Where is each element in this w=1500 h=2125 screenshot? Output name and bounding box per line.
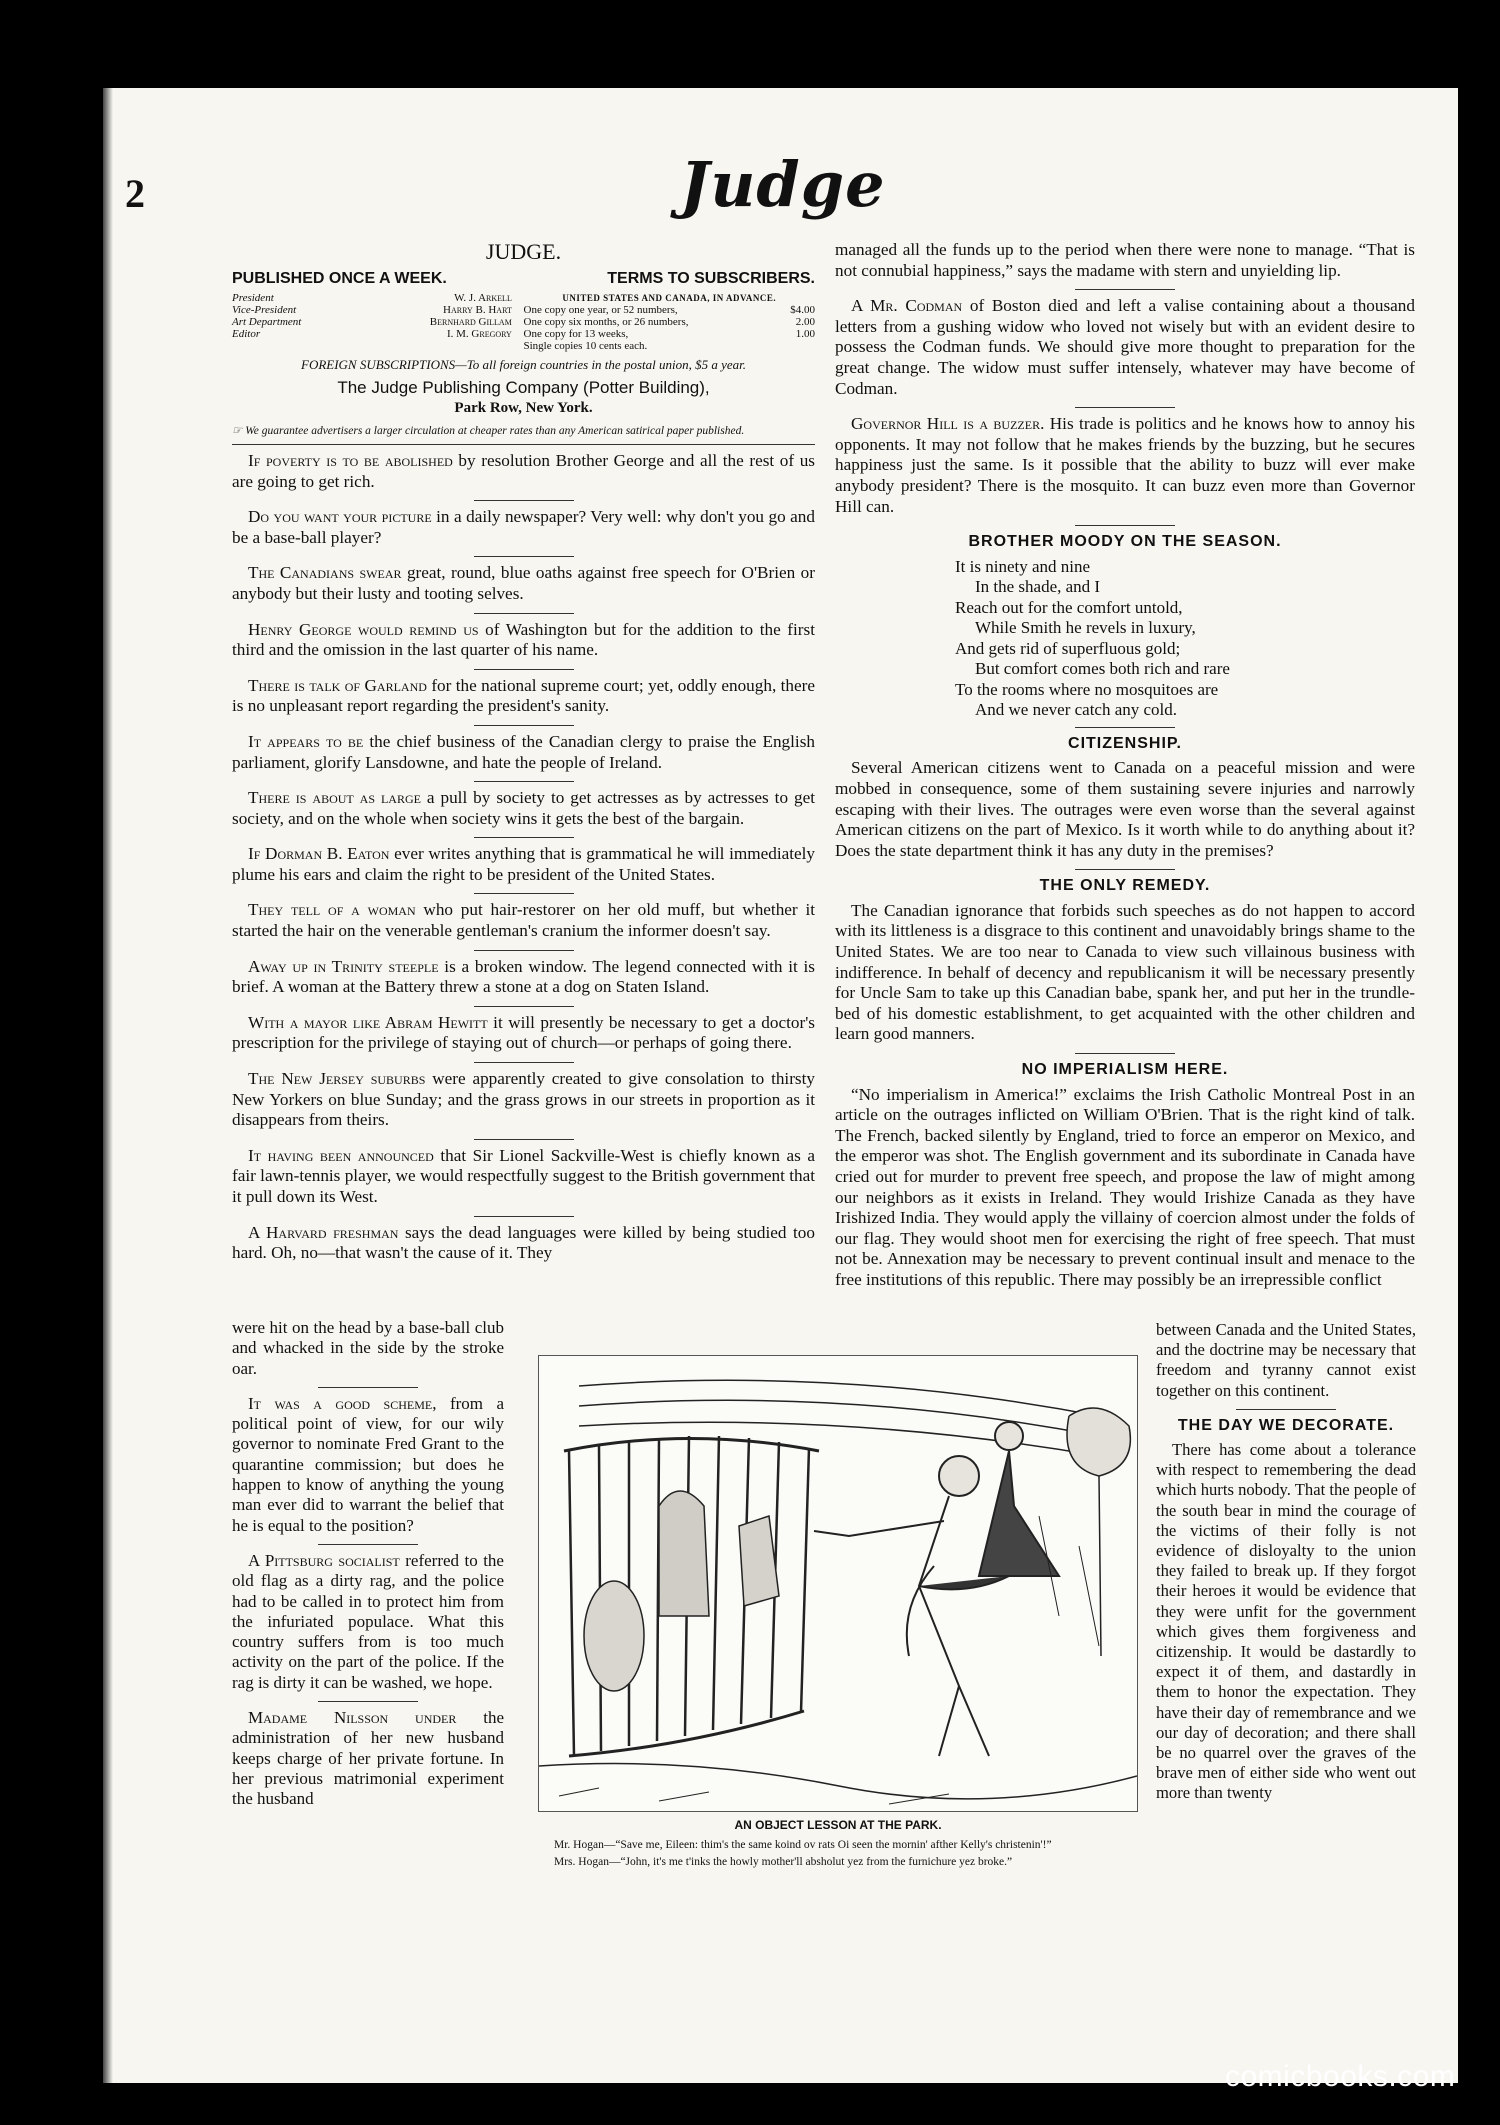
narrow-paragraph — [232, 1551, 504, 1693]
lead-words: A Pittsburg socialist — [248, 1550, 400, 1570]
left-paragraph — [232, 507, 815, 548]
lead-words: Away up in Trinity steeple — [248, 956, 439, 976]
paragraph-text: His trade is politics and he knows how to annoy his opponents. It may not follow that he makes friends by the buzzing, but he secures happiness just the same. Is it possible that the ability to buzz will ever make anybody president? There is the mosquito. It can buzz even more than Governor Hill can. — [835, 414, 1415, 516]
left-paragraph — [232, 563, 815, 604]
left-paragraph — [232, 1223, 815, 1264]
heading-no-imperialism: NO IMPERIALISM HERE. — [1021, 1061, 1229, 1079]
poem-line: And we never catch any cold. — [975, 700, 1178, 720]
paragraph-text: is a broken window. The legend connected with it is brief. A woman at the Battery threw a stone at a dog on Staten Island. — [232, 956, 815, 997]
rate-price: $4.00 — [790, 304, 815, 317]
divider — [318, 1544, 418, 1545]
lead-words: If poverty is to be abolished — [248, 450, 453, 470]
lead-words: Henry George would remind us — [248, 619, 479, 639]
lead-words: Madame Nilsson under — [248, 1708, 457, 1728]
divider — [474, 725, 574, 726]
divider — [474, 781, 574, 782]
rate-label: One copy six months, or 26 numbers, — [523, 316, 689, 329]
rate-row — [524, 340, 816, 352]
officer-role: President — [232, 292, 274, 305]
paragraph-text: by resolution Brother George and all the rest of us are going to get rich. — [232, 450, 815, 491]
paragraph-text: says the dead languages were killed by being studied too hard. Oh, no—that wasn't the cause of it. They — [232, 1222, 815, 1263]
narrow-paragraph — [232, 1318, 504, 1379]
poem-line: But comfort comes both rich and rare — [975, 659, 1230, 679]
left-paragraphs — [232, 451, 815, 1264]
narrow-paragraphs — [232, 1318, 504, 1810]
paragraph-imperialism: “No imperialism in America!” exclaims the Irish Catholic Montreal Post in an article on the outrages inflicted on William O'Brien. That is the right kind of talk. The French, backed silently by England, tried to force an emperor on Mexico, and the emperor was shot. The English government and its subordinate in Canada have cried out for murder to prevent free speech, and propose the law of might among our neighbors as it exists in Ireland. They would Irishize Canada as they have Irishized India. They would apply the villainy of coercion almost under the folds of our flag. They would shoot men for exercising the right of free speech. That must not be. Annexation may be necessary to prevent continual insult and menace to the free institutions of this republic. There may possibly be an irrepressible conflict — [835, 1084, 1415, 1289]
divider — [318, 1701, 418, 1702]
paragraph-text: who put hair-restorer on her old muff, but whether it started the hair on the venerable gentleman's cranium the informer doesn't say. — [232, 900, 815, 941]
paragraph-text: of Washington but for the addition to the first third and the omission in the last quarter of his name. — [232, 619, 815, 660]
left-paragraph — [232, 788, 815, 829]
advertiser-guarantee: ☞ We guarantee advertisers a larger circulation at cheaper rates than any American satirical paper published. — [232, 424, 745, 437]
poem-line: While Smith he revels in luxury, — [975, 618, 1196, 638]
right-narrow-column — [1156, 1320, 1416, 1812]
watermark: comicbooks.com — [1225, 2060, 1456, 2093]
divider — [474, 950, 574, 951]
officer-role: Vice-President — [232, 304, 297, 317]
divider — [474, 837, 574, 838]
paragraph-governor-hill — [835, 414, 1415, 517]
poem — [835, 557, 1415, 721]
divider — [474, 893, 574, 894]
publisher-name: The Judge Publishing Company (Potter Building), — [337, 377, 710, 397]
left-paragraph — [232, 676, 815, 717]
divider — [474, 613, 574, 614]
terms-subheading: UNITED STATES AND CANADA, IN ADVANCE. — [562, 293, 777, 304]
paragraph-text: that Sir Lionel Sackville-West is chiefly known as a fair lawn-tennis player, we would respectfully suggest to the British government that it pull down its West. — [232, 1145, 815, 1206]
page-number: 2 — [125, 171, 145, 216]
figure-caption-title: AN OBJECT LESSON AT THE PARK. — [734, 1818, 942, 1832]
rate-label: One copy for 13 weeks, — [523, 328, 629, 341]
masthead-logo: Judge — [680, 148, 886, 221]
poem-line: To the rooms where no mosquitoes are — [955, 679, 1219, 699]
rate-price: 2.00 — [795, 316, 815, 329]
paragraph-text: great, round, blue oaths against free speech for O'Brien or anybody but their lusty and tooting selves. — [232, 563, 815, 603]
paragraph-text: a pull by society to get actresses as by actresses to get society, and on the whole when society wins it gets the best of the bargain. — [232, 788, 815, 828]
left-paragraph — [232, 732, 815, 773]
officer-role: Art Department — [232, 316, 302, 329]
divider — [1236, 1409, 1336, 1410]
publication-title: JUDGE. — [485, 239, 562, 264]
paragraph-text: ever writes anything that is grammatical he will immediately plume his ears and claim the right to be president of the United States. — [232, 844, 816, 884]
poem-line: And gets rid of superfluous gold; — [955, 638, 1181, 658]
lead-words: It having been announced — [248, 1145, 434, 1165]
divider — [318, 1387, 418, 1388]
left-column — [232, 240, 815, 1272]
narrow-paragraph — [232, 1394, 504, 1536]
paragraph-text: the administration of her new husband keeps charge of her private fortune. In her previous matrimonial experiment the husband — [232, 1708, 504, 1809]
divider — [1075, 727, 1175, 728]
lead-words: There is talk of Garland — [248, 675, 427, 695]
left-paragraph — [232, 620, 815, 661]
divider — [1075, 407, 1175, 408]
narrow-paragraph — [232, 1708, 504, 1809]
caption-line-mr-hogan: Mr. Hogan—“Save me, Eileen: thim's the same koind ov rats Oi seen the mornin' afther Kelly's christenin'!” — [554, 1839, 1052, 1851]
paragraph-text: from a political point of view, for our wily governor to nominate Fred Grant to the quarantine commission; but does he happen to know of anything the young man ever did to warrant the belief that he is equal to the position? — [232, 1393, 504, 1535]
divider — [474, 1139, 574, 1140]
heading-brother-moody: BROTHER MOODY ON THE SEASON. — [968, 533, 1282, 551]
left-paragraph — [232, 844, 815, 885]
paragraph-madame-cont: managed all the funds up to the period when there were none to manage. “That is not connubial happiness,” says the madame with stern and unyielding lip. — [835, 240, 1415, 280]
page-shadow-edge — [103, 88, 113, 2083]
rate-row — [524, 316, 816, 328]
paragraph-codman — [835, 296, 1415, 399]
guarantee-text: We guarantee advertisers a larger circulation at cheaper rates than any American satirical paper published. — [245, 424, 745, 437]
right-column — [835, 240, 1415, 1299]
left-paragraph — [232, 451, 815, 492]
foreign-subscriptions: FOREIGN SUBSCRIPTIONS—To all foreign countries in the postal union, $5 a year. — [301, 357, 746, 373]
divider — [474, 1062, 574, 1063]
rate-row — [524, 304, 816, 316]
lead-words: They tell of a woman — [248, 900, 416, 920]
officer-name: W. J. Arkell — [454, 292, 512, 305]
cartoon-illustration — [538, 1355, 1138, 1812]
officer-row — [232, 328, 512, 340]
divider — [232, 444, 815, 445]
officer-name: I. M. Gregory — [446, 328, 512, 341]
lead-words: Governor Hill is a buzzer. — [851, 414, 1045, 434]
paragraph-text: were apparently created to give consolation to thirsty New Yorkers on blue Sunday; and the grass grows in our streets in proportion as it disappears from theirs. — [232, 1069, 815, 1130]
paragraph-remedy: The Canadian ignorance that forbids such speeches as do not happen to accord with its littleness is a disgrace to this continent and unavoidably brings shame to the United States. We are too near to Canada to view such villainous business with indifference. In behalf of decency and republicanism it will be necessary presently for Uncle Sam to take up this Canadian babe, spank her, and put her in the trundle-bed of his domestic establishment, to get acquainted with the other children and learn good manners. — [835, 900, 1415, 1044]
caption-line-mrs-hogan: Mrs. Hogan—“John, it's me t'inks the howly mother'll absholut yez from the furnichure yez broke.” — [554, 1856, 1013, 1868]
figure-caption — [538, 1838, 1138, 1872]
rate-label: One copy one year, or 52 numbers, — [523, 304, 678, 317]
lead-words: With a mayor like Abram Hewitt — [248, 1012, 488, 1032]
heading-citizenship: CITIZENSHIP. — [1068, 734, 1182, 752]
officers-and-rates — [232, 292, 815, 352]
lead-words: It was a good scheme, — [248, 1393, 437, 1413]
paragraph-text: the chief business of the Canadian clergy to praise the English parliament, glorify Lansdowne, and hate the people of Ireland. — [232, 731, 815, 772]
officer-row — [232, 304, 512, 316]
paragraph-text: referred to the old flag as a dirty rag, and the police had to be called in to protect him from the infuriated populace. What this country suffers from is too much activity on the part of the police. If the rag is dirty it can be washed, we hope. — [232, 1550, 504, 1692]
paragraph-imperialism-end: between Canada and the United States, and the doctrine may be necessary that freedom and tyranny cannot exist together on this continent. — [1156, 1320, 1416, 1400]
officer-row — [232, 292, 512, 304]
lead-words: There is about as large — [248, 788, 421, 808]
officers-list — [232, 292, 512, 352]
rate-label: Single copies 10 cents each. — [523, 340, 648, 353]
left-paragraph — [232, 1013, 815, 1054]
lead-words: Do you want your picture — [248, 507, 432, 527]
lead-words: A Mr. Codman — [851, 296, 963, 316]
left-paragraph — [232, 900, 815, 941]
left-paragraph — [232, 957, 815, 998]
terms-label: TERMS TO SUBSCRIBERS. — [607, 269, 815, 287]
publication-header-row — [232, 269, 815, 290]
officer-row — [232, 316, 512, 328]
divider — [474, 500, 574, 501]
divider — [1075, 869, 1175, 870]
lead-words: It appears to be — [248, 731, 364, 751]
divider — [1075, 1053, 1175, 1054]
left-paragraph — [232, 1069, 815, 1131]
paragraph-text: of Boston died and left a valise containing about a thousand letters from a gushing widow who loved not wisely but with an evident desire to possess the Codman funds. We should give more thought to preparation for the great change. The widow must suffer intensely, whatever may have become of Codman. — [835, 296, 1415, 398]
paragraph-citizenship: Several American citizens went to Canada on a peaceful mission and were mobbed in consequence, some of them sustaining severe injuries and narrowly escaping with their lives. The outrages were even worse than the several against American citizens on the part of Mexico. Is it worth while to do anything about it? Does the state department think it has any duty in the premises? — [835, 758, 1415, 860]
publisher-address: Park Row, New York. — [454, 400, 593, 417]
officer-name: Bernhard Gillam — [429, 316, 512, 329]
rate-price: 1.00 — [795, 328, 815, 341]
poem-line: It is ninety and nine — [955, 556, 1091, 576]
lead-words: The Canadians swear — [248, 563, 402, 583]
narrow-column — [232, 1318, 504, 1818]
rate-row — [524, 328, 816, 340]
paragraph-text: in a daily newspaper? Very well: why don't you go and be a base-ball player? — [232, 507, 815, 547]
paragraph-text: it will presently be necessary to get a doctor's prescription for the privilege of staying out of church—or perhaps of going there. — [232, 1012, 815, 1053]
divider — [474, 1216, 574, 1217]
lead-words: A Harvard freshman — [248, 1222, 399, 1242]
officer-name: Harry B. Hart — [443, 304, 512, 317]
paragraph-text: for the national supreme court; yet, oddly enough, there is no unpleasant report regarding the president's sanity. — [232, 675, 815, 716]
heading-only-remedy: THE ONLY REMEDY. — [1039, 877, 1211, 895]
heading-day-we-decorate: THE DAY WE DECORATE. — [1177, 1416, 1395, 1434]
divider — [1075, 525, 1175, 526]
divider — [474, 556, 574, 557]
officer-role: Editor — [232, 328, 261, 341]
left-paragraph — [232, 1146, 815, 1208]
divider — [474, 1006, 574, 1007]
lead-words: The New Jersey suburbs — [248, 1069, 426, 1089]
lead-words: If Dorman B. Eaton — [248, 844, 390, 864]
rates-list — [524, 292, 816, 352]
paragraph-text: were hit on the head by a base-ball club and whacked in the side by the stroke oar. — [232, 1318, 504, 1378]
paragraph-decorate: There has come about a tolerance with respect to remembering the dead which hurts nobody. That the people of the south bear in mind the courage of the victims of their folly is not evidence of disloyalty to the union they failed to break up. If they forgot their heroes it would be evidence that they were unfit for the government which gives them forgiveness and citizenship. It would be dastardly to expect it of them, and dastardly in them to honor the expectation. They have their day of remembrance and we our day of decoration; and there shall be no quarrel over the graves of the brave men of either side who went out more than twenty — [1156, 1440, 1416, 1803]
cartoon-drawing — [539, 1356, 1137, 1811]
poem-line: In the shade, and I — [975, 577, 1101, 597]
published-weekly-label: PUBLISHED ONCE A WEEK. — [232, 269, 447, 287]
divider — [1075, 289, 1175, 290]
divider — [474, 669, 574, 670]
poem-line: Reach out for the comfort untold, — [955, 597, 1183, 617]
